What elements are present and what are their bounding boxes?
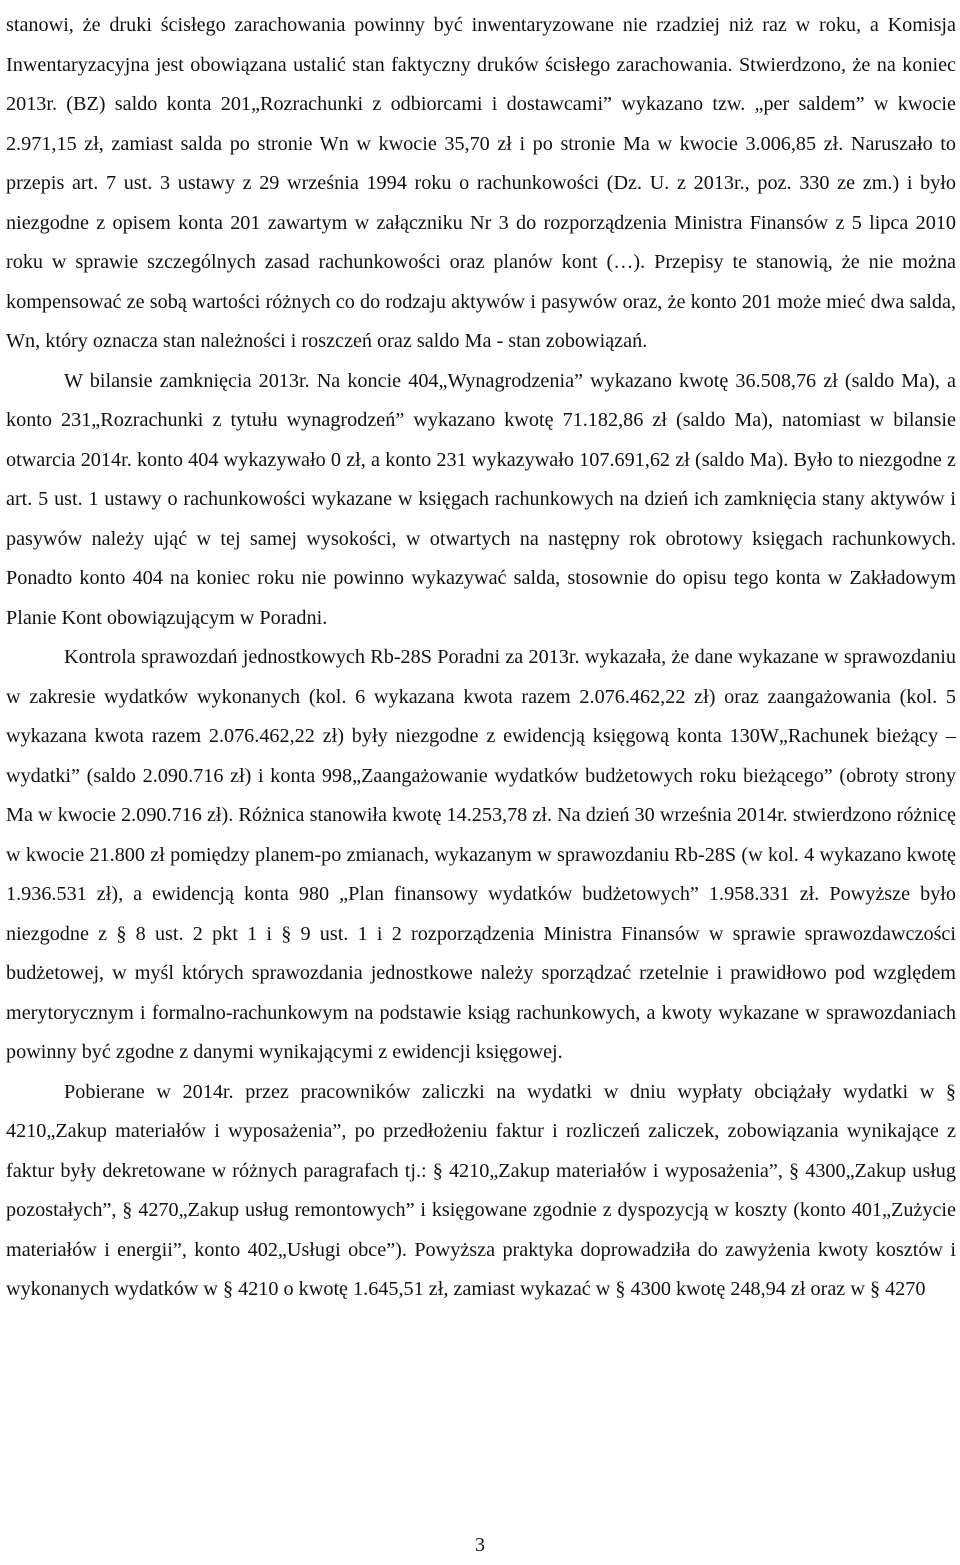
page-number: 3 [475, 1534, 485, 1556]
paragraph-balance-sheet: W bilansie zamknięcia 2013r. Na koncie 404„Wynagrodzenia” wykazano kwotę 36.508,76 zł (saldo Ma), a konto 231„Rozrachunki z tytułu wynagrodzeń” wykazano kwotę 71.182,86 zł (saldo Ma), natomiast w bilansie otwarcia 2014r. konto 404 wykazywało 0 zł, a konto 231 wykazywało 107.691,62 zł (saldo Ma). Było to niezgodne z art. 5 ust. 1 ustawy o rachunkowości wykazane w księgach rachunkowych na dzień ich zamknięcia stany aktywów i pasywów należy ująć w tej samej wysokości, w otwartych na następny rok obrotowy księgach rachunkowych. Ponadto konto 404 na koniec roku nie powinno wykazywać salda, stosownie do opisu tego konta w Zakładowym Planie Kont obowiązującym w Poradni. [6, 369, 956, 629]
paragraph-advances: Pobierane w 2014r. przez pracowników zaliczki na wydatki w dniu wypłaty obciążały wydatki w § 4210„Zakup materiałów i wyposażenia”, po przedłożeniu faktur i rozliczeń zaliczek, zobowiązania wynikające z faktur były dekretowane w różnych paragrafach tj.: § 4210„Zakup materiałów i wyposażenia”, § 4300„Zakup usług pozostałych”, § 4270„Zakup usług remontowych” i księgowane zgodnie z dyspozycją w koszty (konto 401„Zużycie materiałów i energii”, konto 402„Usługi obce”). Powyższa praktyka doprowadziła do zawyżenia kwoty kosztów i wykonanych wydatków w § 4210 o kwotę 1.645,51 zł, zamiast wykazać w § 4300 kwotę 248,94 zł oraz w § 4270 [6, 1080, 956, 1300]
document-body [6, 6, 956, 1310]
paragraph-continuation: stanowi, że druki ścisłego zarachowania powinny być inwentaryzowane nie rzadziej niż raz w roku, a Komisja Inwentaryzacyjna jest obowiązana ustalić stan faktyczny druków ścisłego zarachowania. Stwierdzono, że na koniec 2013r. (BZ) saldo konta 201„Rozrachunki z odbiorcami i dostawcami” wykazano tzw. „per saldem” w kwocie 2.971,15 zł, zamiast salda po stronie Wn w kwocie 35,70 zł i po stronie Ma w kwocie 3.006,85 zł. Naruszało to przepis art. 7 ust. 3 ustawy z 29 września 1994 roku o rachunkowości (Dz. U. z 2013r., poz. 330 ze zm.) i było niezgodne z opisem konta 201 zawartym w załączniku Nr 3 do rozporządzenia Ministra Finansów z 5 lipca 2010 roku w sprawie szczególnych zasad rachunkowości oraz planów kont (…). Przepisy te stanowią, że nie można kompensować ze sobą wartości różnych co do rodzaju aktywów i pasywów oraz, że konto 201 może mieć dwa salda, Wn, który oznacza stan należności i roszczeń oraz saldo Ma - stan zobowiązań. [6, 14, 956, 352]
paragraph-rb28s-report: Kontrola sprawozdań jednostkowych Rb-28S Poradni za 2013r. wykazała, że dane wykazane w sprawozdaniu w zakresie wydatków wykonanych (kol. 6 wykazana kwota razem 2.076.462,22 zł) oraz zaangażowania (kol. 5 wykazana kwota razem 2.076.462,22 zł) były niezgodne z ewidencją księgową konta 130W„Rachunek bieżący –wydatki” (saldo 2.090.716 zł) i konta 998„Zaangażowanie wydatków budżetowych roku bieżącego” (obroty strony Ma w kwocie 2.090.716 zł). Różnica stanowiła kwotę 14.253,78 zł. Na dzień 30 września 2014r. stwierdzono różnicę w kwocie 21.800 zł pomiędzy planem-po zmianach, wykazanym w sprawozdaniu Rb-28S (w kol. 4 wykazano kwotę 1.936.531 zł), a ewidencją konta 980 „Plan finansowy wydatków budżetowych” 1.958.331 zł. Powyższe było niezgodne z § 8 ust. 2 pkt 1 i § 9 ust. 1 i 2 rozporządzenia Ministra Finansów w sprawie sprawozdawczości budżetowej, w myśl których sprawozdania jednostkowe należy sporządzać rzetelnie i prawidłowo pod względem merytorycznym i formalno-rachunkowym na podstawie ksiąg rachunkowych, a kwoty wykazane w sprawozdaniach powinny być zgodne z danymi wynikającymi z ewidencji księgowej. [6, 646, 956, 1063]
